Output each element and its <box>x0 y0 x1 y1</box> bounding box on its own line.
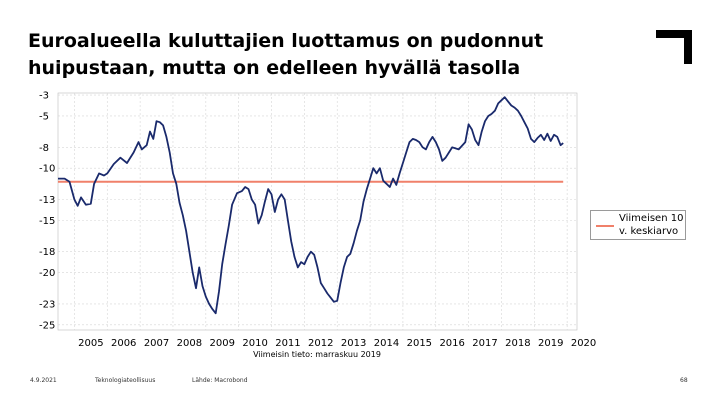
x-tick-label: 2016 <box>439 338 465 349</box>
y-tick-label: -8 <box>39 142 49 154</box>
y-tick-label: -25 <box>39 320 56 332</box>
legend-swatch-average <box>596 225 614 227</box>
x-tick-label: 2017 <box>472 338 498 349</box>
chart-axes <box>39 91 596 349</box>
y-tick-label: -10 <box>39 163 56 175</box>
consumer-confidence-line <box>58 97 563 313</box>
x-tick-label: 2009 <box>209 338 235 349</box>
x-tick-label: 2014 <box>373 338 400 349</box>
slide-title <box>28 28 628 82</box>
x-tick-label: 2006 <box>110 338 137 349</box>
chart-legend <box>590 210 686 240</box>
footer-organization: Teknologiateollisuus <box>95 377 156 384</box>
x-tick-label: 2013 <box>340 338 367 349</box>
title-line-2: huipustaan, mutta on edelleen hyvällä tasolla <box>28 57 521 79</box>
series-layer <box>58 97 563 313</box>
x-tick-label: 2005 <box>78 338 104 349</box>
x-tick-label: 2019 <box>537 338 564 349</box>
x-tick-label: 2020 <box>570 338 597 349</box>
chart-grid <box>58 93 577 330</box>
y-tick-label: -20 <box>39 268 56 280</box>
x-tick-label: 2008 <box>176 338 203 349</box>
y-tick-label: -15 <box>39 215 56 227</box>
x-axis-label: Viimeisin tieto: marraskuu 2019 <box>253 350 381 359</box>
footer-date: 4.9.2021 <box>30 377 57 384</box>
footer-source: Lähde: Macrobond <box>192 377 248 384</box>
corner-logo-icon <box>656 30 692 64</box>
x-tick-label: 2010 <box>242 338 268 349</box>
x-tick-label: 2007 <box>143 338 170 349</box>
y-tick-label: -23 <box>39 299 56 311</box>
y-tick-label: -5 <box>39 111 49 123</box>
footer-page-number: 68 <box>680 377 688 384</box>
y-tick-label: -18 <box>39 247 56 259</box>
legend-label-average: Viimeisen 10 v. keskiarvo <box>619 213 684 237</box>
x-tick-label: 2018 <box>505 338 531 349</box>
y-tick-label: -3 <box>39 90 49 102</box>
title-line-1: Euroalueella kuluttajien luottamus on pudonnut <box>28 30 544 52</box>
y-tick-label: -13 <box>39 194 56 206</box>
plot-frame <box>58 93 577 330</box>
x-tick-label: 2011 <box>275 338 301 349</box>
x-tick-label: 2012 <box>308 338 334 349</box>
x-tick-label: 2015 <box>406 338 433 349</box>
